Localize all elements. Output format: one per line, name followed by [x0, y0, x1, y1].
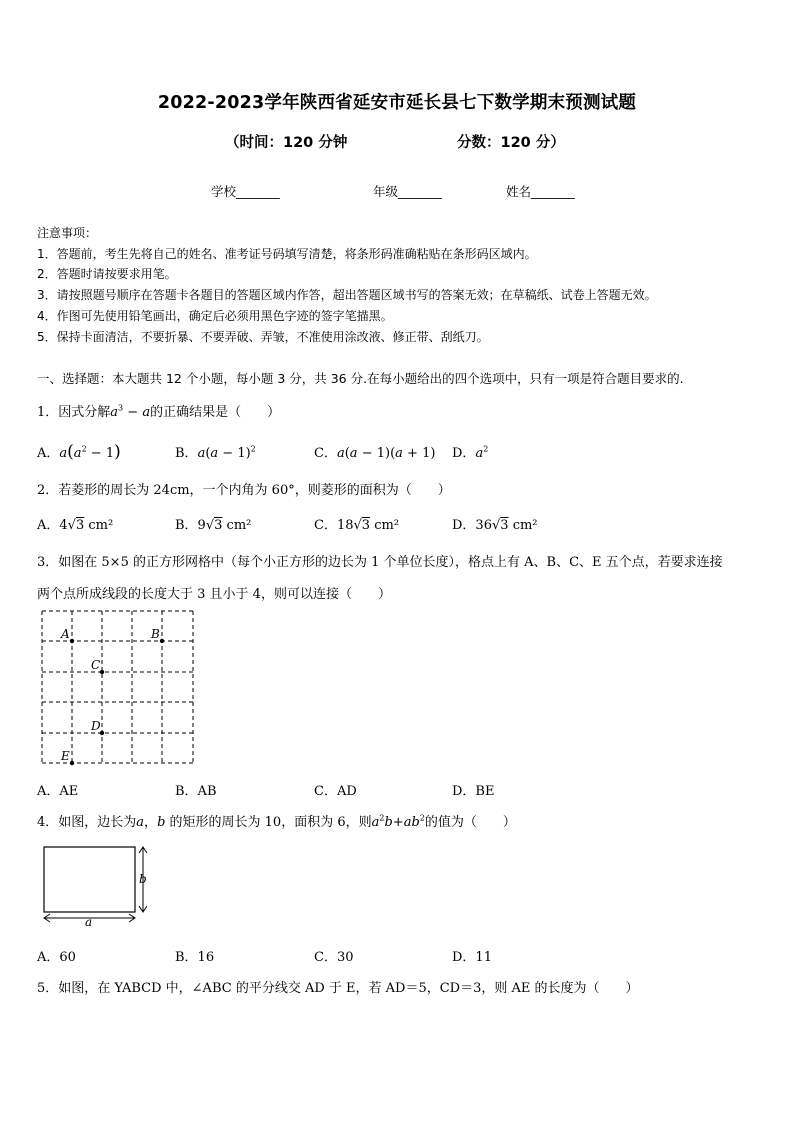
question-3-line1: 3．如图在 5×5 的正方形网格中（每个小正方形的边长为 1 个单位长度），格点上有 A、B、C、E 五个点，若要求连接	[37, 555, 723, 570]
label-b: b	[139, 872, 147, 886]
label-e: E	[61, 749, 70, 763]
q4-option-d: D．11	[452, 950, 492, 965]
point-c	[100, 670, 104, 674]
label-a: A	[61, 627, 70, 641]
q3-option-d: D．BE	[452, 784, 495, 799]
q3-option-c: C．AD	[314, 784, 357, 799]
note-item: 3．请按照题号顺序在答题卡各题目的答题区域内作答，超出答题区域书写的答案无效；在草稿纸、试卷上答题无效。	[37, 288, 657, 302]
question-2-stem: 2．若菱形的周长为 24cm，一个内角为 60°，则菱形的面积为（ ）	[37, 483, 451, 498]
q2-option-c: C．18√3 cm²	[314, 518, 400, 533]
name-field: 姓名_______	[506, 184, 575, 199]
q2-option-a: A．4√3 cm²	[37, 518, 114, 533]
label-b: B	[151, 627, 160, 641]
note-item: 4．作图可先使用铅笔画出，确定后必须用黑色字迹的签字笔描黑。	[37, 309, 393, 323]
exam-score: 分数：120 分）	[457, 135, 565, 151]
notes-heading: 注意事项：	[37, 226, 98, 240]
label-d: D	[91, 719, 101, 733]
q2-option-b: B．9√3 cm²	[175, 518, 252, 533]
point-a	[70, 639, 74, 643]
label-a: a	[85, 915, 93, 929]
question-5-stem: 5．如图，在 YABCD 中，∠ABC 的平分线交 AD 于 E，若 AD＝5，CD＝3，则 AE 的长度为（ ）	[37, 981, 639, 996]
rectangle-figure	[38, 840, 158, 930]
school-field: 学校_______	[211, 184, 280, 199]
q1-option-b: B．$a(a - 1)^2$	[175, 444, 256, 461]
note-item: 5．保持卡面清洁，不要折暴、不要弄破、弄皱，不准使用涂改液、修正带、刮纸刀。	[37, 330, 489, 344]
note-item: 1．答题前，考生先将自己的姓名、准考证号码填写清楚，将条形码准确粘贴在条形码区域内。	[37, 247, 537, 261]
q1-option-c: C．a(a − 1)(a + 1)	[314, 446, 436, 461]
point-b	[160, 639, 164, 643]
question-4-stem: 4．如图，边长为a，b 的矩形的周长为 10，面积为 6，则$a^2b+ab^2$的值为（ ）	[37, 813, 516, 830]
grade-field: 年级_______	[373, 184, 442, 199]
q1-option-d: D．$a^2$	[452, 444, 489, 461]
point-e	[70, 761, 74, 765]
page-title: 2022-2023学年陕西省延安市延长县七下数学期末预测试题	[157, 93, 637, 113]
q2-option-d: D．36√3 cm²	[452, 518, 538, 533]
q4-option-a: A．60	[37, 950, 76, 965]
exam-time: （时间：120 分钟	[225, 135, 348, 151]
question-3-line2: 两个点所成线段的长度大于 3 且小于 4，则可以连接（ ）	[37, 587, 391, 602]
q3-option-b: B．AB	[175, 784, 217, 799]
section-heading: 一、选择题：本大题共 12 个小题，每小题 3 分，共 36 分.在每小题给出的四个选项中，只有一项是符合题目要求的.	[37, 371, 684, 386]
note-item: 2．答题时请按要求用笔。	[37, 267, 177, 281]
grid-figure	[36, 605, 206, 775]
question-1-stem: 1．因式分解$a^3 - a$的正确结果是（ ）	[37, 403, 281, 420]
q4-option-c: C．30	[314, 950, 354, 965]
math-expr: $a^3 - a$	[110, 403, 151, 420]
q4-option-b: B．16	[175, 950, 215, 965]
q3-option-a: A．AE	[37, 784, 79, 799]
q1-option-a: A．$a(a^2 - 1)$	[37, 442, 121, 462]
label-c: C	[91, 658, 101, 672]
